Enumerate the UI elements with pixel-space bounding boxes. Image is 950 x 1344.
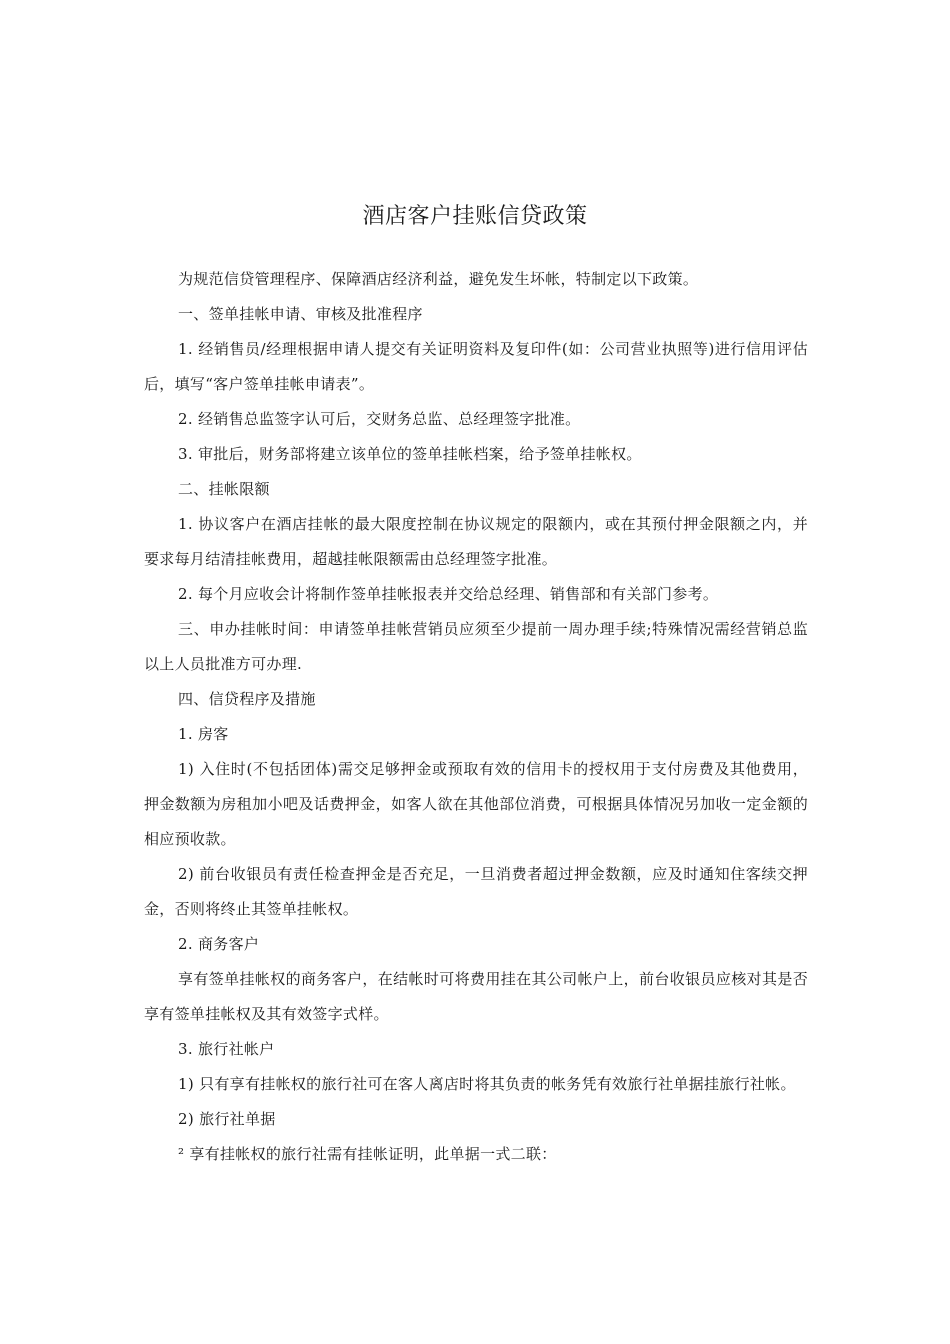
subsection-travel-agency: 3. 旅行社帐户 <box>178 1040 275 1058</box>
intro-paragraph: 为规范信贷管理程序、保障酒店经济利益，避免发生坏帐，特制定以下政策。 <box>178 270 699 288</box>
document-body <box>144 262 808 1172</box>
section-2-item-2: 2. 每个月应收会计将制作签单挂帐报表并交给总经理、销售部和有关部门参考。 <box>178 585 719 603</box>
subsection-business-client: 2. 商务客户 <box>178 935 260 953</box>
room-guest-item-1: 1) 入住时(不包括团体)需交足够押金或预取有效的信用卡的授权用于支付房费及其他费用，押金数额为房租加小吧及话费押金，如客人欲在其他部位消费，可根据具体情况另加收一定金额的相应预收款。 <box>144 760 808 848</box>
document-title: 酒店客户挂账信贷政策 <box>362 204 588 229</box>
travel-agency-item-2: 2) 旅行社单据 <box>178 1110 276 1128</box>
section-1-heading: 一、签单挂帐申请、审核及批准程序 <box>178 305 423 323</box>
subsection-room-guest: 1. 房客 <box>178 725 229 743</box>
section-1-item-1: 1. 经销售员/经理根据申请人提交有关证明资料及复印件(如：公司营业执照等)进行信用评估后，填写“客户签单挂帐申请表”。 <box>144 340 808 393</box>
section-4-heading: 四、信贷程序及措施 <box>178 690 316 708</box>
travel-agency-bullet: ² 享有挂帐权的旅行社需有挂帐证明，此单据一式二联： <box>178 1145 557 1163</box>
section-2-heading: 二、挂帐限额 <box>178 480 270 498</box>
section-3-paragraph: 三、申办挂帐时间：申请签单挂帐营销员应须至少提前一周办理手续;特殊情况需经营销总监以上人员批准方可办理. <box>144 620 808 673</box>
room-guest-item-2: 2) 前台收银员有责任检查押金是否充足，一旦消费者超过押金数额，应及时通知住客续交押金，否则将终止其签单挂帐权。 <box>144 865 808 918</box>
business-client-paragraph: 享有签单挂帐权的商务客户，在结帐时可将费用挂在其公司帐户上，前台收银员应核对其是否享有签单挂帐权及其有效签字式样。 <box>144 970 808 1023</box>
section-1-item-2: 2. 经销售总监签字认可后，交财务总监、总经理签字批准。 <box>178 410 581 428</box>
section-2-item-1: 1. 协议客户在酒店挂帐的最大限度控制在协议规定的限额内，或在其预付押金限额之内，并要求每月结清挂帐费用，超越挂帐限额需由总经理签字批准。 <box>144 515 808 568</box>
travel-agency-item-1: 1) 只有享有挂帐权的旅行社可在客人离店时将其负责的帐务凭有效旅行社单据挂旅行社帐。 <box>178 1075 796 1093</box>
section-1-item-3: 3. 审批后，财务部将建立该单位的签单挂帐档案，给予签单挂帐权。 <box>178 445 642 463</box>
